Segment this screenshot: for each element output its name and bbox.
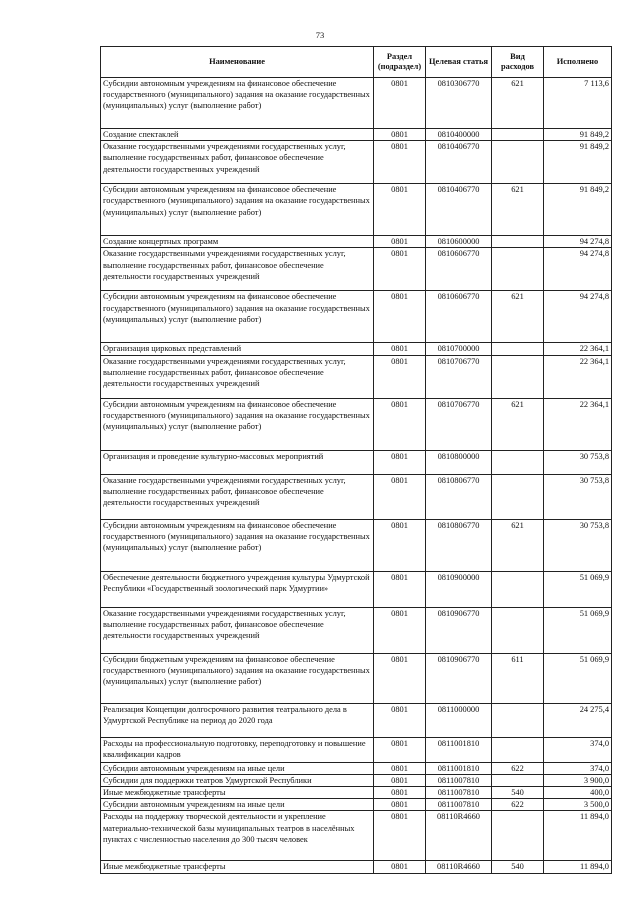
cell-section: 0801 — [374, 519, 426, 571]
header-executed: Исполнено — [544, 47, 612, 78]
cell-name: Организация цирковых представлений — [101, 343, 374, 355]
table-row — [101, 474, 612, 519]
cell-executed: 11 894,0 — [544, 861, 612, 873]
cell-target-article: 0810306770 — [426, 78, 492, 129]
table-row — [101, 787, 612, 799]
cell-section: 0801 — [374, 474, 426, 519]
table-row — [101, 355, 612, 398]
cell-target-article: 0810606770 — [426, 291, 492, 343]
table-row — [101, 343, 612, 355]
cell-target-article: 0811007810 — [426, 799, 492, 811]
table-row — [101, 737, 612, 762]
cell-executed: 3 900,0 — [544, 774, 612, 786]
cell-expense-type — [492, 811, 544, 861]
cell-name: Субсидии автономным учреждениям на финансовое обеспечение государственного (муниципального) задания на оказание государственных (муниципальных) услуг (выполнение работ) — [101, 398, 374, 450]
cell-executed: 30 753,8 — [544, 450, 612, 474]
table-row — [101, 450, 612, 474]
cell-executed: 51 069,9 — [544, 571, 612, 607]
cell-executed: 30 753,8 — [544, 474, 612, 519]
table-row — [101, 519, 612, 571]
cell-target-article: 0810906770 — [426, 607, 492, 653]
cell-section: 0801 — [374, 571, 426, 607]
cell-section: 0801 — [374, 236, 426, 248]
cell-executed: 3 500,0 — [544, 799, 612, 811]
table-row — [101, 129, 612, 141]
cell-executed: 374,0 — [544, 737, 612, 762]
cell-expense-type — [492, 474, 544, 519]
cell-section: 0801 — [374, 248, 426, 291]
cell-target-article: 0810700000 — [426, 343, 492, 355]
cell-section: 0801 — [374, 737, 426, 762]
cell-expense-type — [492, 737, 544, 762]
cell-expense-type — [492, 450, 544, 474]
cell-name: Организация и проведение культурно-массовых мероприятий — [101, 450, 374, 474]
cell-name: Обеспечение деятельности бюджетного учреждения культуры Удмуртской Республики «Государственный зоологический парк Удмуртии» — [101, 571, 374, 607]
cell-executed: 94 274,8 — [544, 248, 612, 291]
cell-target-article: 0810406770 — [426, 184, 492, 236]
table-row — [101, 762, 612, 774]
cell-section: 0801 — [374, 861, 426, 873]
cell-expense-type: 621 — [492, 184, 544, 236]
cell-expense-type — [492, 607, 544, 653]
cell-expense-type — [492, 343, 544, 355]
cell-expense-type — [492, 236, 544, 248]
cell-section: 0801 — [374, 811, 426, 861]
cell-executed: 91 849,2 — [544, 141, 612, 184]
cell-executed: 374,0 — [544, 762, 612, 774]
cell-executed: 30 753,8 — [544, 519, 612, 571]
cell-target-article: 08110R4660 — [426, 861, 492, 873]
cell-name: Иные межбюджетные трансферты — [101, 861, 374, 873]
cell-name: Оказание государственными учреждениями государственных услуг, выполнение государственных работ, финансовое обеспечение деятельности государственных учреждений — [101, 607, 374, 653]
cell-target-article: 0810706770 — [426, 398, 492, 450]
cell-target-article: 0811001810 — [426, 737, 492, 762]
header-target-article: Целевая статья — [426, 47, 492, 78]
cell-expense-type: 621 — [492, 78, 544, 129]
cell-expense-type: 621 — [492, 398, 544, 450]
cell-expense-type — [492, 774, 544, 786]
cell-executed: 22 364,1 — [544, 355, 612, 398]
cell-name: Субсидии автономным учреждениям на иные цели — [101, 762, 374, 774]
table-body — [101, 78, 612, 874]
cell-name: Реализация Концепции долгосрочного развития театрального дела в Удмуртской Республике на период до 2020 года — [101, 703, 374, 737]
cell-target-article: 0811000000 — [426, 703, 492, 737]
cell-name: Субсидии для поддержки театров Удмуртской Республики — [101, 774, 374, 786]
cell-target-article: 0810400000 — [426, 129, 492, 141]
table-row — [101, 861, 612, 873]
cell-expense-type: 540 — [492, 787, 544, 799]
cell-section: 0801 — [374, 355, 426, 398]
cell-section: 0801 — [374, 78, 426, 129]
cell-target-article: 0811007810 — [426, 774, 492, 786]
cell-target-article: 0811001810 — [426, 762, 492, 774]
header-section: Раздел (подраздел) — [374, 47, 426, 78]
cell-name: Субсидии автономным учреждениям на финансовое обеспечение государственного (муниципального) задания на оказание государственных (муниципальных) услуг (выполнение работ) — [101, 519, 374, 571]
cell-expense-type: 621 — [492, 291, 544, 343]
table-row — [101, 571, 612, 607]
cell-name: Оказание государственными учреждениями государственных услуг, выполнение государственных работ, финансовое обеспечение деятельности государственных учреждений — [101, 355, 374, 398]
budget-table — [100, 46, 612, 874]
cell-section: 0801 — [374, 129, 426, 141]
table-row — [101, 248, 612, 291]
cell-expense-type: 540 — [492, 861, 544, 873]
cell-executed: 51 069,9 — [544, 653, 612, 703]
table-row — [101, 398, 612, 450]
cell-target-article: 0810806770 — [426, 519, 492, 571]
cell-name: Оказание государственными учреждениями государственных услуг, выполнение государственных работ, финансовое обеспечение деятельности государственных учреждений — [101, 474, 374, 519]
cell-name: Оказание государственными учреждениями государственных услуг, выполнение государственных работ, финансовое обеспечение деятельности государственных учреждений — [101, 248, 374, 291]
table-row — [101, 291, 612, 343]
table-row — [101, 141, 612, 184]
cell-target-article: 0810706770 — [426, 355, 492, 398]
table-row — [101, 703, 612, 737]
table-row — [101, 653, 612, 703]
cell-executed: 11 894,0 — [544, 811, 612, 861]
cell-section: 0801 — [374, 774, 426, 786]
cell-name: Расходы на поддержку творческой деятельности и укрепление материально-технической базы муниципальных театров в населённых пунктах с численностью населения до 300 тысяч человек — [101, 811, 374, 861]
cell-name: Иные межбюджетные трансферты — [101, 787, 374, 799]
cell-name: Субсидии автономным учреждениям на иные цели — [101, 799, 374, 811]
cell-executed: 91 849,2 — [544, 184, 612, 236]
cell-name: Субсидии автономным учреждениям на финансовое обеспечение государственного (муниципального) задания на оказание государственных (муниципальных) услуг (выполнение работ) — [101, 78, 374, 129]
table-row — [101, 184, 612, 236]
cell-expense-type — [492, 248, 544, 291]
header-expense-type: Вид расходов — [492, 47, 544, 78]
cell-expense-type — [492, 703, 544, 737]
cell-section: 0801 — [374, 141, 426, 184]
page-number: 73 — [315, 30, 325, 40]
cell-executed: 94 274,8 — [544, 291, 612, 343]
cell-target-article: 0810906770 — [426, 653, 492, 703]
header-row — [101, 47, 612, 78]
cell-section: 0801 — [374, 398, 426, 450]
cell-section: 0801 — [374, 291, 426, 343]
cell-name: Оказание государственными учреждениями государственных услуг, выполнение государственных работ, финансовое обеспечение деятельности государственных учреждений — [101, 141, 374, 184]
cell-expense-type: 622 — [492, 799, 544, 811]
cell-name: Создание концертных программ — [101, 236, 374, 248]
cell-executed: 22 364,1 — [544, 398, 612, 450]
cell-target-article: 0810806770 — [426, 474, 492, 519]
table-row — [101, 774, 612, 786]
cell-section: 0801 — [374, 799, 426, 811]
cell-executed: 24 275,4 — [544, 703, 612, 737]
cell-name: Субсидии автономным учреждениям на финансовое обеспечение государственного (муниципального) задания на оказание государственных (муниципальных) услуг (выполнение работ) — [101, 184, 374, 236]
cell-target-article: 0810606770 — [426, 248, 492, 291]
cell-section: 0801 — [374, 762, 426, 774]
cell-executed: 91 849,2 — [544, 129, 612, 141]
cell-executed: 22 364,1 — [544, 343, 612, 355]
cell-section: 0801 — [374, 607, 426, 653]
cell-expense-type: 611 — [492, 653, 544, 703]
cell-section: 0801 — [374, 450, 426, 474]
cell-section: 0801 — [374, 343, 426, 355]
cell-section: 0801 — [374, 653, 426, 703]
cell-section: 0801 — [374, 787, 426, 799]
cell-expense-type: 622 — [492, 762, 544, 774]
cell-executed: 94 274,8 — [544, 236, 612, 248]
cell-target-article: 0810600000 — [426, 236, 492, 248]
cell-name: Субсидии бюджетным учреждениям на финансовое обеспечение государственного (муниципального) задания на оказание государственных (муниципальных) услуг (выполнение работ) — [101, 653, 374, 703]
cell-target-article: 08110R4660 — [426, 811, 492, 861]
cell-expense-type — [492, 141, 544, 184]
cell-executed: 7 113,6 — [544, 78, 612, 129]
cell-executed: 51 069,9 — [544, 607, 612, 653]
cell-target-article: 0810406770 — [426, 141, 492, 184]
cell-expense-type — [492, 355, 544, 398]
table-row — [101, 811, 612, 861]
cell-expense-type — [492, 571, 544, 607]
cell-expense-type — [492, 129, 544, 141]
cell-name: Субсидии автономным учреждениям на финансовое обеспечение государственного (муниципального) задания на оказание государственных (муниципальных) услуг (выполнение работ) — [101, 291, 374, 343]
cell-target-article: 0810800000 — [426, 450, 492, 474]
table-row — [101, 799, 612, 811]
cell-executed: 400,0 — [544, 787, 612, 799]
table-row — [101, 607, 612, 653]
cell-name: Расходы на профессиональную подготовку, переподготовку и повышение квалификации кадров — [101, 737, 374, 762]
header-name: Наименование — [101, 47, 374, 78]
table-header — [101, 47, 612, 78]
cell-target-article: 0810900000 — [426, 571, 492, 607]
cell-section: 0801 — [374, 184, 426, 236]
table-row — [101, 78, 612, 129]
cell-name: Создание спектаклей — [101, 129, 374, 141]
table-row — [101, 236, 612, 248]
cell-section: 0801 — [374, 703, 426, 737]
cell-expense-type: 621 — [492, 519, 544, 571]
cell-target-article: 0811007810 — [426, 787, 492, 799]
